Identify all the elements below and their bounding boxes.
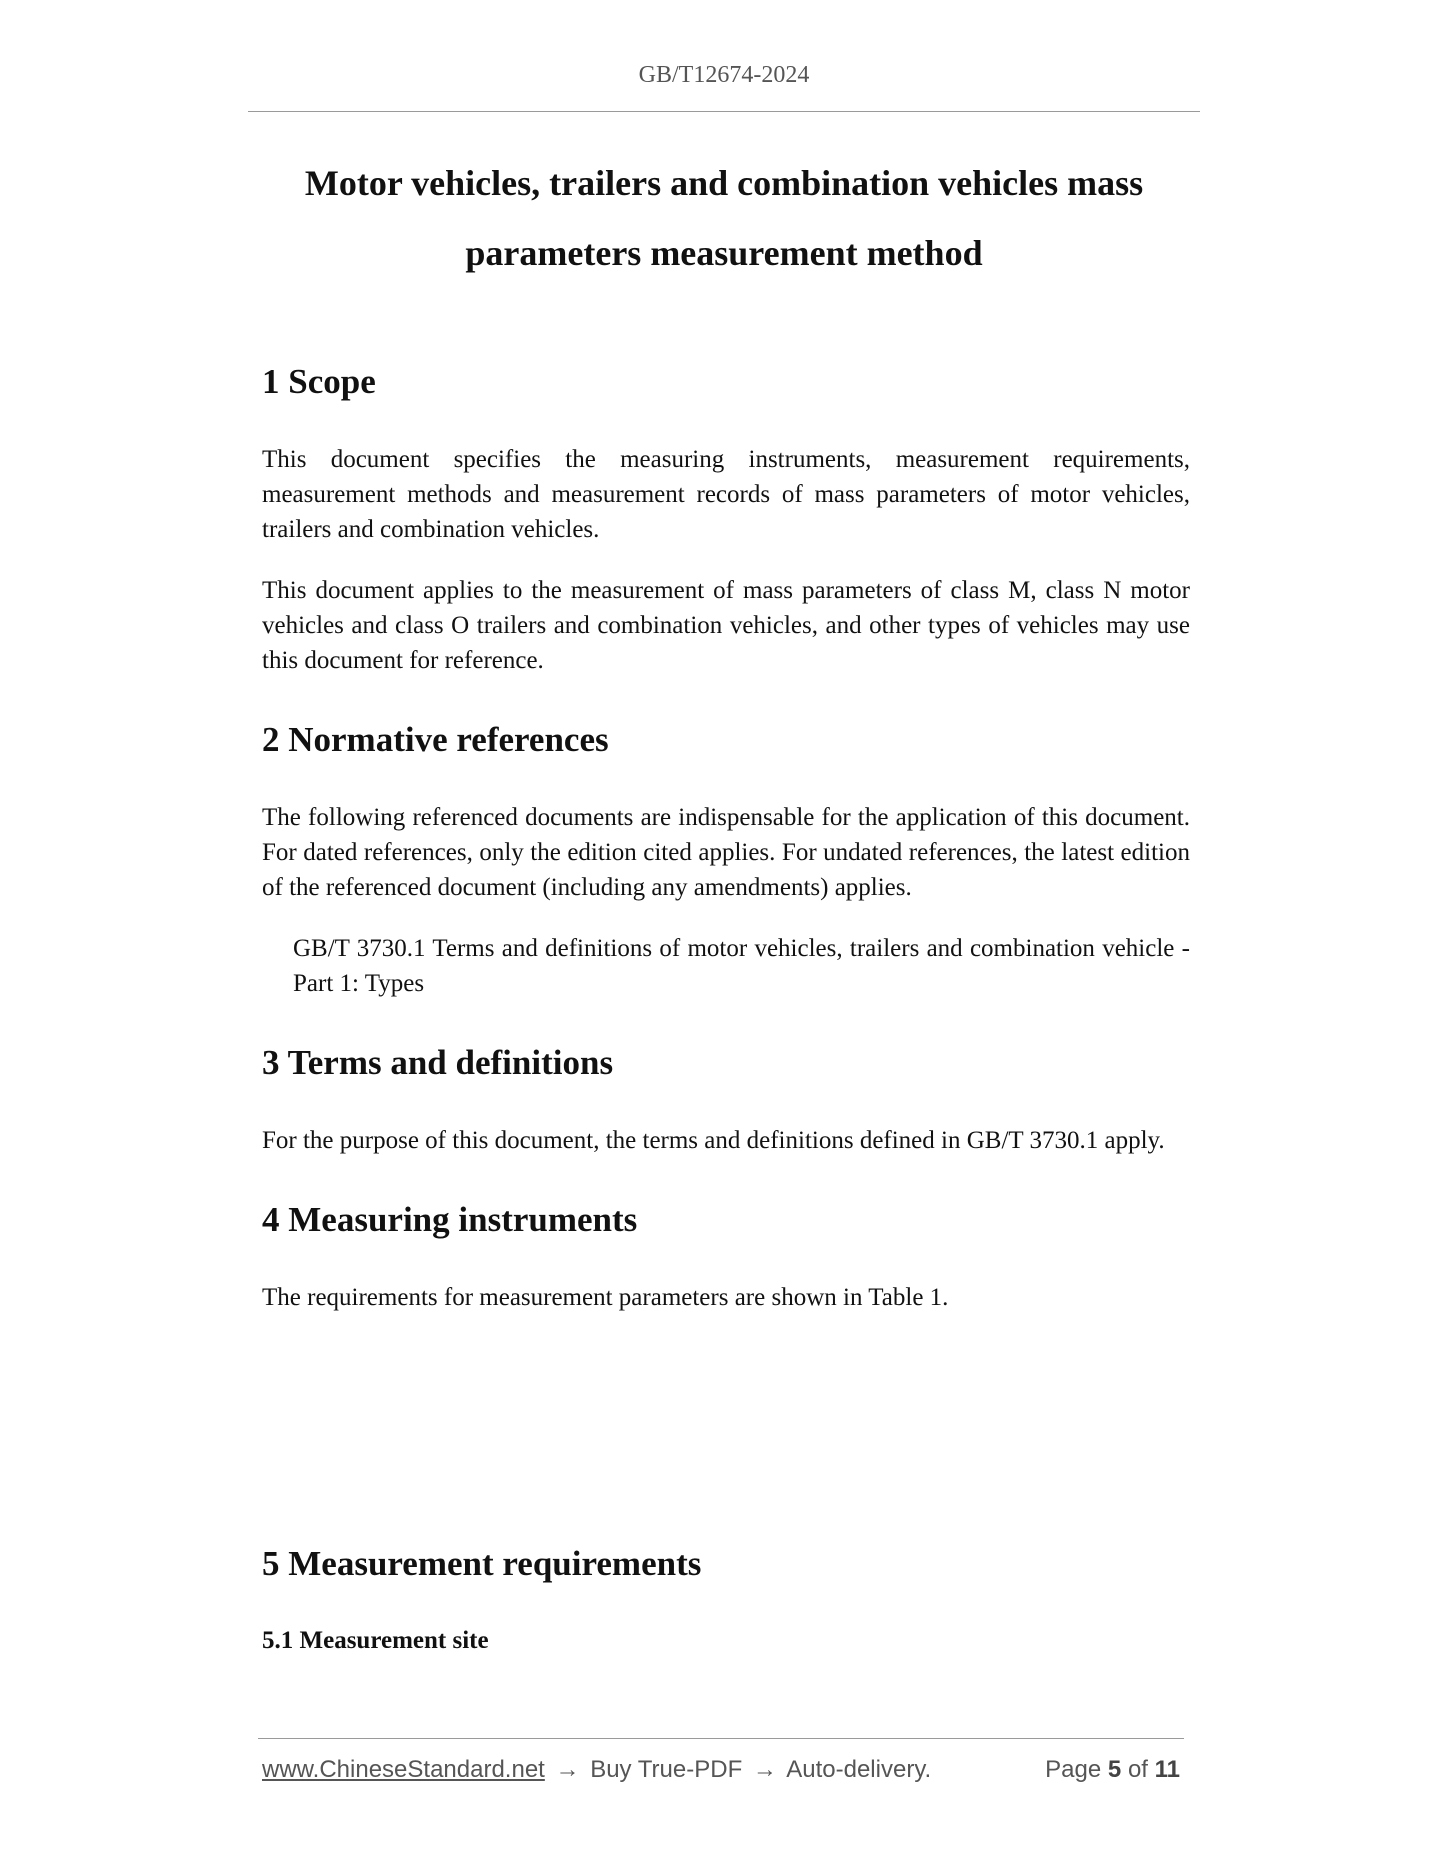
normative-reference-item: GB/T 3730.1 Terms and definitions of motor vehicles, trailers and combination vehicle - Part 1: Types xyxy=(293,935,1190,997)
document-title xyxy=(248,148,1200,288)
section-heading-terms: 3 Terms and definitions xyxy=(262,1043,614,1082)
title-line-2: parameters measurement method xyxy=(465,233,983,273)
page-indicator xyxy=(1045,1756,1180,1784)
page-label: Page xyxy=(1045,1756,1102,1783)
arrow-right-icon: → xyxy=(752,1756,777,1783)
arrow-right-icon: → xyxy=(555,1756,580,1783)
instruments-paragraph: The requirements for measurement parameters are shown in Table 1. xyxy=(262,1284,949,1311)
auto-delivery-text: Auto-delivery. xyxy=(786,1756,932,1783)
scope-paragraph-1: This document specifies the measuring instruments, measurement requirements, measurement methods and measurement records of mass parameters of motor vehicles, trailers and combination vehicles. xyxy=(262,446,1190,543)
document-code-header: GB/T12674-2024 xyxy=(638,62,810,88)
chinesestandard-link[interactable]: www.ChineseStandard.net xyxy=(262,1756,545,1783)
total-pages-number: 11 xyxy=(1154,1756,1180,1783)
current-page-number: 5 xyxy=(1107,1756,1122,1783)
footer-promo xyxy=(262,1756,931,1784)
normative-paragraph: The following referenced documents are indispensable for the application of this document. For dated references, only the edition cited applies. For undated references, the latest edition of the referenced document (including any amendments) applies. xyxy=(262,804,1190,901)
document-body xyxy=(262,360,1190,1658)
section-heading-normative-references: 2 Normative references xyxy=(262,720,609,759)
section-heading-scope: 1 Scope xyxy=(262,362,376,401)
terms-paragraph: For the purpose of this document, the terms and definitions defined in GB/T 3730.1 apply. xyxy=(262,1127,1165,1154)
footer-divider xyxy=(258,1738,1184,1739)
buy-true-pdf-text: Buy True-PDF xyxy=(590,1756,743,1783)
section-heading-measuring-instruments: 4 Measuring instruments xyxy=(262,1200,638,1239)
section-heading-measurement-requirements: 5 Measurement requirements xyxy=(262,1544,702,1583)
header-divider xyxy=(248,111,1200,112)
scope-paragraph-2: This document applies to the measurement of mass parameters of class M, class N motor vehicles and class O trailers and combination vehicles, and other types of vehicles may use this document for reference. xyxy=(262,577,1190,674)
of-label: of xyxy=(1127,1756,1148,1783)
subsection-heading-measurement-site: 5.1 Measurement site xyxy=(262,1627,489,1654)
title-line-1: Motor vehicles, trailers and combination vehicles mass xyxy=(304,163,1144,203)
page-footer xyxy=(262,1756,1180,1784)
